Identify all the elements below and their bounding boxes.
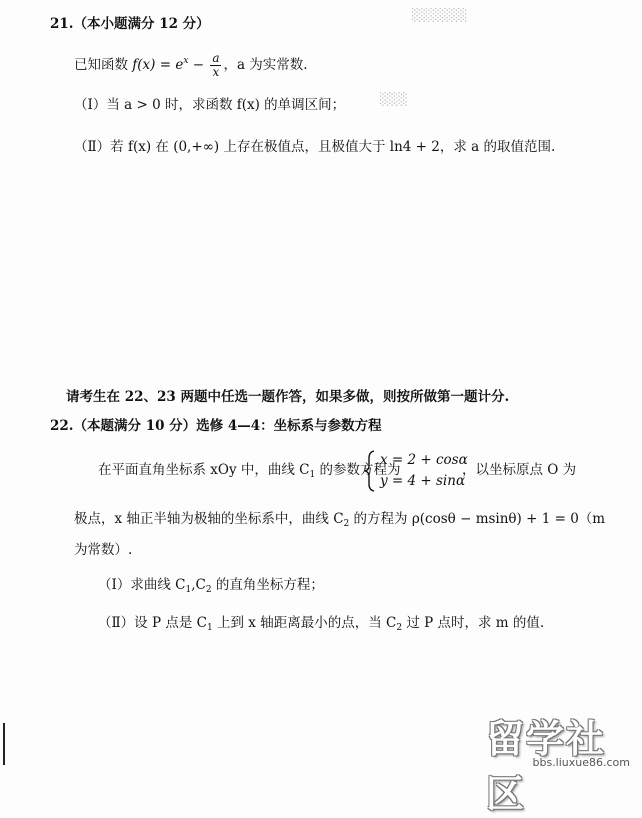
q22-part2-pre: （Ⅱ）设 P 点是 C [98,615,207,631]
q22-line2-sub: 2 [343,519,350,529]
scan-edge-line [3,723,5,765]
q21-intro [74,52,308,79]
choice-note: 请考生在 22、23 两题中任选一题作答，如果多做，则按所做第一题计分. [66,389,510,405]
q22-part1-sub2: 2 [205,585,212,595]
q22-part2 [98,614,544,637]
scan-artifact-top: ░░░░░░ [412,8,468,22]
scan-artifact-mid: ░░░ [380,92,408,106]
q22-eq2: y = 4 + sinα [380,473,466,489]
q21-part1: （Ⅰ）当 a > 0 时，求函数 f(x) 的单调区间； [74,97,346,113]
q21-minus: − [188,57,209,73]
q22-part1-post: 的直角坐标方程； [211,577,324,593]
q22-number: 22. [50,418,74,434]
q22-line1-end: ，以坐标原点 O 为 [462,462,577,478]
q22-line2-pre: 极点，x 轴正半轴为极轴的坐标系中，曲线 C [74,511,344,527]
q21-exp: x [183,56,189,66]
q21-title [50,15,210,33]
q22-part2-mid: 上到 x 轴距离最小的点，当 C [212,615,397,631]
q21-intro-text: 已知函数 [74,57,128,73]
q22-part2-sub1: 1 [206,623,213,633]
q22-part1-pre: （Ⅰ）求曲线 C [98,577,186,593]
q21-fraction [210,52,221,79]
q21-intro-end: ，a 为实常数. [223,57,308,73]
q21-number: 21. [50,16,74,32]
q22-line2 [74,510,605,533]
q22-part2-post: 过 P 点时，求 m 的值. [402,615,545,631]
q22-line3: 为常数）. [74,542,133,558]
q22-line1-sub: 1 [309,470,316,480]
q22-line2-post: 的方程为 ρ(cosθ − msinθ) + 1 = 0（m [349,511,606,527]
q22-line1-pre: 在平面直角坐标系 xOy 中，曲线 C [98,462,310,478]
q21-header: （本小题满分 12 分） [73,16,210,32]
watermark-url: bbs.liuxue86.com [532,756,630,769]
q22-eq1: x = 2 + cosα [380,452,468,468]
q22-part1 [98,576,324,599]
system-brace-icon [364,450,376,492]
q22-part1-mid: ,C [191,577,206,593]
q22-line1-post: 的参数方程为 [315,462,401,478]
q22-part1-sub1: 1 [185,585,192,595]
watermark [486,700,636,816]
q21-fx: f(x) = e [132,57,184,73]
q22-line1 [98,461,401,484]
q22-title [50,417,382,435]
q21-part2: （Ⅱ）若 f(x) 在 (0,+∞) 上存在极值点，且极值大于 ln4 + 2，求 a 的取值范围. [74,139,556,155]
q21-frac-den: x [212,65,220,79]
q22-header: （本题满分 10 分）选修 4—4：坐标系与参数方程 [73,418,382,434]
watermark-brand: 留学社区 [486,717,607,816]
q21-frac-num: a [212,51,220,65]
q22-part2-sub2: 2 [396,623,403,633]
